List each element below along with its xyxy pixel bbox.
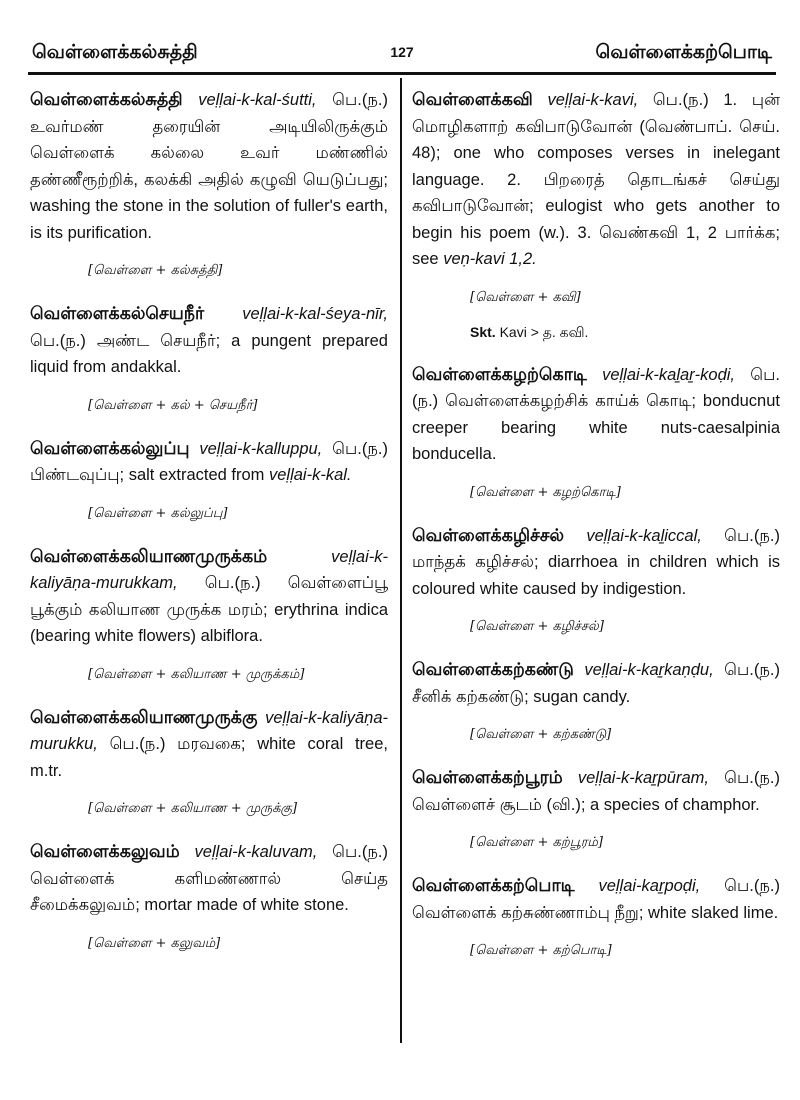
definition: பெ.(ந.) வெள்ளைப்பூ பூக்கும் கலியாண முருக்க மரம்; erythrina indica (bearing white flowers) albiflora. [30, 574, 388, 645]
etymology: [வெள்ளை + கழற்கொடி] [470, 484, 621, 500]
loanword-text: Kavi > த. கவி. [495, 323, 589, 340]
definition: பெ.(ந.) அண்ட செயநீர்; a pungent prepared liquid from andakkal. [30, 331, 388, 376]
entry-text [412, 522, 780, 603]
definition-transliteration: veḷḷai-k-kal. [269, 466, 352, 484]
dictionary-entry [30, 300, 388, 415]
definition: பெ.(ந.) வெள்ளைக் கற்சுண்ணாம்பு நீறு; white slaked lime. [412, 877, 780, 922]
entry-text [30, 704, 388, 785]
headword: வெள்ளைக்கற்பூரம் [412, 767, 563, 787]
etymology: [வெள்ளை + கலியாண + முருக்கு] [88, 801, 298, 816]
definition: பெ.(ந.) பிண்டவுப்பு; salt extracted from [30, 439, 388, 484]
headword: வெள்ளைக்கலுவம் [30, 841, 180, 861]
entry-text [30, 86, 388, 246]
headword: வெள்ளைக்கலியாணமுருக்கு [30, 706, 258, 727]
transliteration: veḷḷai-k-kaṟkaṇḍu, [584, 661, 714, 679]
headword: வெள்ளைக்கழிச்சல் [412, 524, 565, 545]
entry-text [30, 300, 388, 381]
definition: பெ.(ந.) வெள்ளைக் களிமண்ணால் செய்த சீமைக்கலுவம்; mortar made of white stone. [30, 843, 388, 914]
definition: பெ.(ந.) சீனிக் கற்கண்டு; sugan candy. [412, 661, 780, 706]
transliteration: veḷḷai-k-kaluvam, [194, 843, 318, 861]
dictionary-entry [412, 86, 780, 341]
dictionary-entry [412, 764, 780, 852]
etymology: [வெள்ளை + கலியாண + முருக்கம்] [88, 666, 305, 682]
etymology: [வெள்ளை + கல்சுத்தி] [88, 263, 223, 278]
transliteration: veḷḷai-k-kalluppu, [199, 439, 323, 458]
entry-text [412, 872, 780, 926]
entry-text [412, 656, 780, 710]
transliteration: veḷḷai-k-kaḻaṟ-koḍi, [602, 365, 736, 384]
transliteration: veḷḷai-k-kaṟpūram, [577, 769, 709, 787]
etymology: [வெள்ளை + கல் + செயநீர்] [88, 397, 258, 413]
transliteration: veḷḷai-k-kaḻiccal, [586, 526, 702, 545]
dictionary-entry [30, 435, 388, 523]
entry-text [412, 764, 780, 818]
dictionary-entry [412, 872, 780, 960]
column-divider [400, 78, 402, 1043]
dictionary-entry [30, 704, 388, 819]
etymology: [வெள்ளை + கற்பூரம்] [470, 835, 603, 850]
dictionary-entry [30, 543, 388, 684]
transliteration: veḷḷai-kaṟpoḍi, [598, 877, 701, 895]
dictionary-entry [412, 656, 780, 744]
etymology: [வெள்ளை + கழிச்சல்] [470, 619, 604, 634]
definition: பெ.(ந.) வெள்ளைக்கழற்சிக் காய்க் கொடி; bonducnut creeper bearing white nuts-caesalpinia bonducella. [412, 365, 780, 463]
header-rule [28, 72, 776, 75]
definition: பெ.(ந.) மரவகை; white coral tree, m.tr. [30, 735, 388, 780]
headword: வெள்ளைக்கலியாணமுருக்கம் [30, 545, 268, 566]
entry-text [412, 361, 780, 468]
etymology: [வெள்ளை + கற்கண்டு] [470, 727, 612, 742]
page-header [28, 38, 776, 74]
headword: வெள்ளைக்கற்பொடி [412, 875, 575, 895]
left-column [30, 86, 388, 973]
loanword-language: Skt. [470, 323, 496, 340]
etymology: [வெள்ளை + கற்பொடி] [470, 943, 612, 958]
definition-transliteration: veṇ-kavi 1,2. [443, 250, 537, 268]
entry-text [30, 435, 388, 489]
headword: வெள்ளைக்கல்லுப்பு [30, 437, 190, 458]
header-left-guide-word: வெள்ளைக்கல்சுத்தி [32, 42, 198, 63]
header-right-guide-word: வெள்ளைக்கற்பொடி [595, 42, 772, 63]
dictionary-entry [412, 361, 780, 502]
etymology: [வெள்ளை + கலுவம்] [88, 935, 221, 951]
right-column [412, 86, 780, 980]
transliteration: veḷḷai-k-kaliyāṇa-murukkam, [30, 547, 388, 592]
definition: பெ.(ந.) 1. புன் மொழிகளாற் கவிபாடுவோன் (வெண்பாப். செய். 48); one who composes verses in inelegant language. 2. பிறரைத் தொடங்கச் செய்து கவிபாடுவோன்; eulogist who gets another to begin his poem (w.). 3. வெண்கவி 1, 2 பார்க்க; see [412, 91, 780, 268]
definition: பெ.(ந.) வெள்ளைச் சூடம் (வி.); a species of champhor. [412, 769, 780, 814]
headword: வெள்ளைக்கவி [412, 89, 533, 109]
page-number: 127 [390, 44, 414, 60]
entry-text [30, 543, 388, 650]
transliteration: veḷḷai-k-kaliyāṇa-murukku, [30, 708, 388, 753]
definition: பெ.(ந.) உவர்மண் தரையின் அடியிலிருக்கும் வெள்ளைக் கல்லை உவர் மண்ணில் தண்ணீரூற்றிக், கலக்கி அதில் கழுவி யெடுப்பது; washing the stone in the solution of fuller's earth, is its purification. [30, 91, 388, 242]
dictionary-entry [30, 86, 388, 280]
dictionary-entry [30, 838, 388, 953]
entry-text [412, 86, 780, 273]
etymology: [வெள்ளை + கவி] [470, 289, 581, 305]
etymology: [வெள்ளை + கல்லுப்பு] [88, 505, 228, 521]
transliteration: veḷḷai-k-kal-śutti, [198, 91, 317, 109]
loanword-note [412, 323, 780, 341]
transliteration: veḷḷai-k-kal-śeya-nīr, [242, 305, 388, 323]
headword: வெள்ளைக்கற்கண்டு [412, 659, 574, 679]
entry-text [30, 838, 388, 919]
dictionary-entry [412, 522, 780, 637]
headword: வெள்ளைக்கல்செயநீர் [30, 303, 205, 323]
headword: வெள்ளைக்கல்சுத்தி [30, 89, 183, 109]
headword: வெள்ளைக்கழற்கொடி [412, 363, 587, 384]
transliteration: veḷḷai-k-kavi, [547, 91, 639, 109]
definition: பெ.(ந.) மாந்தக் கழிச்சல்; diarrhoea in children which is coloured white caused by indigestion. [412, 526, 780, 598]
